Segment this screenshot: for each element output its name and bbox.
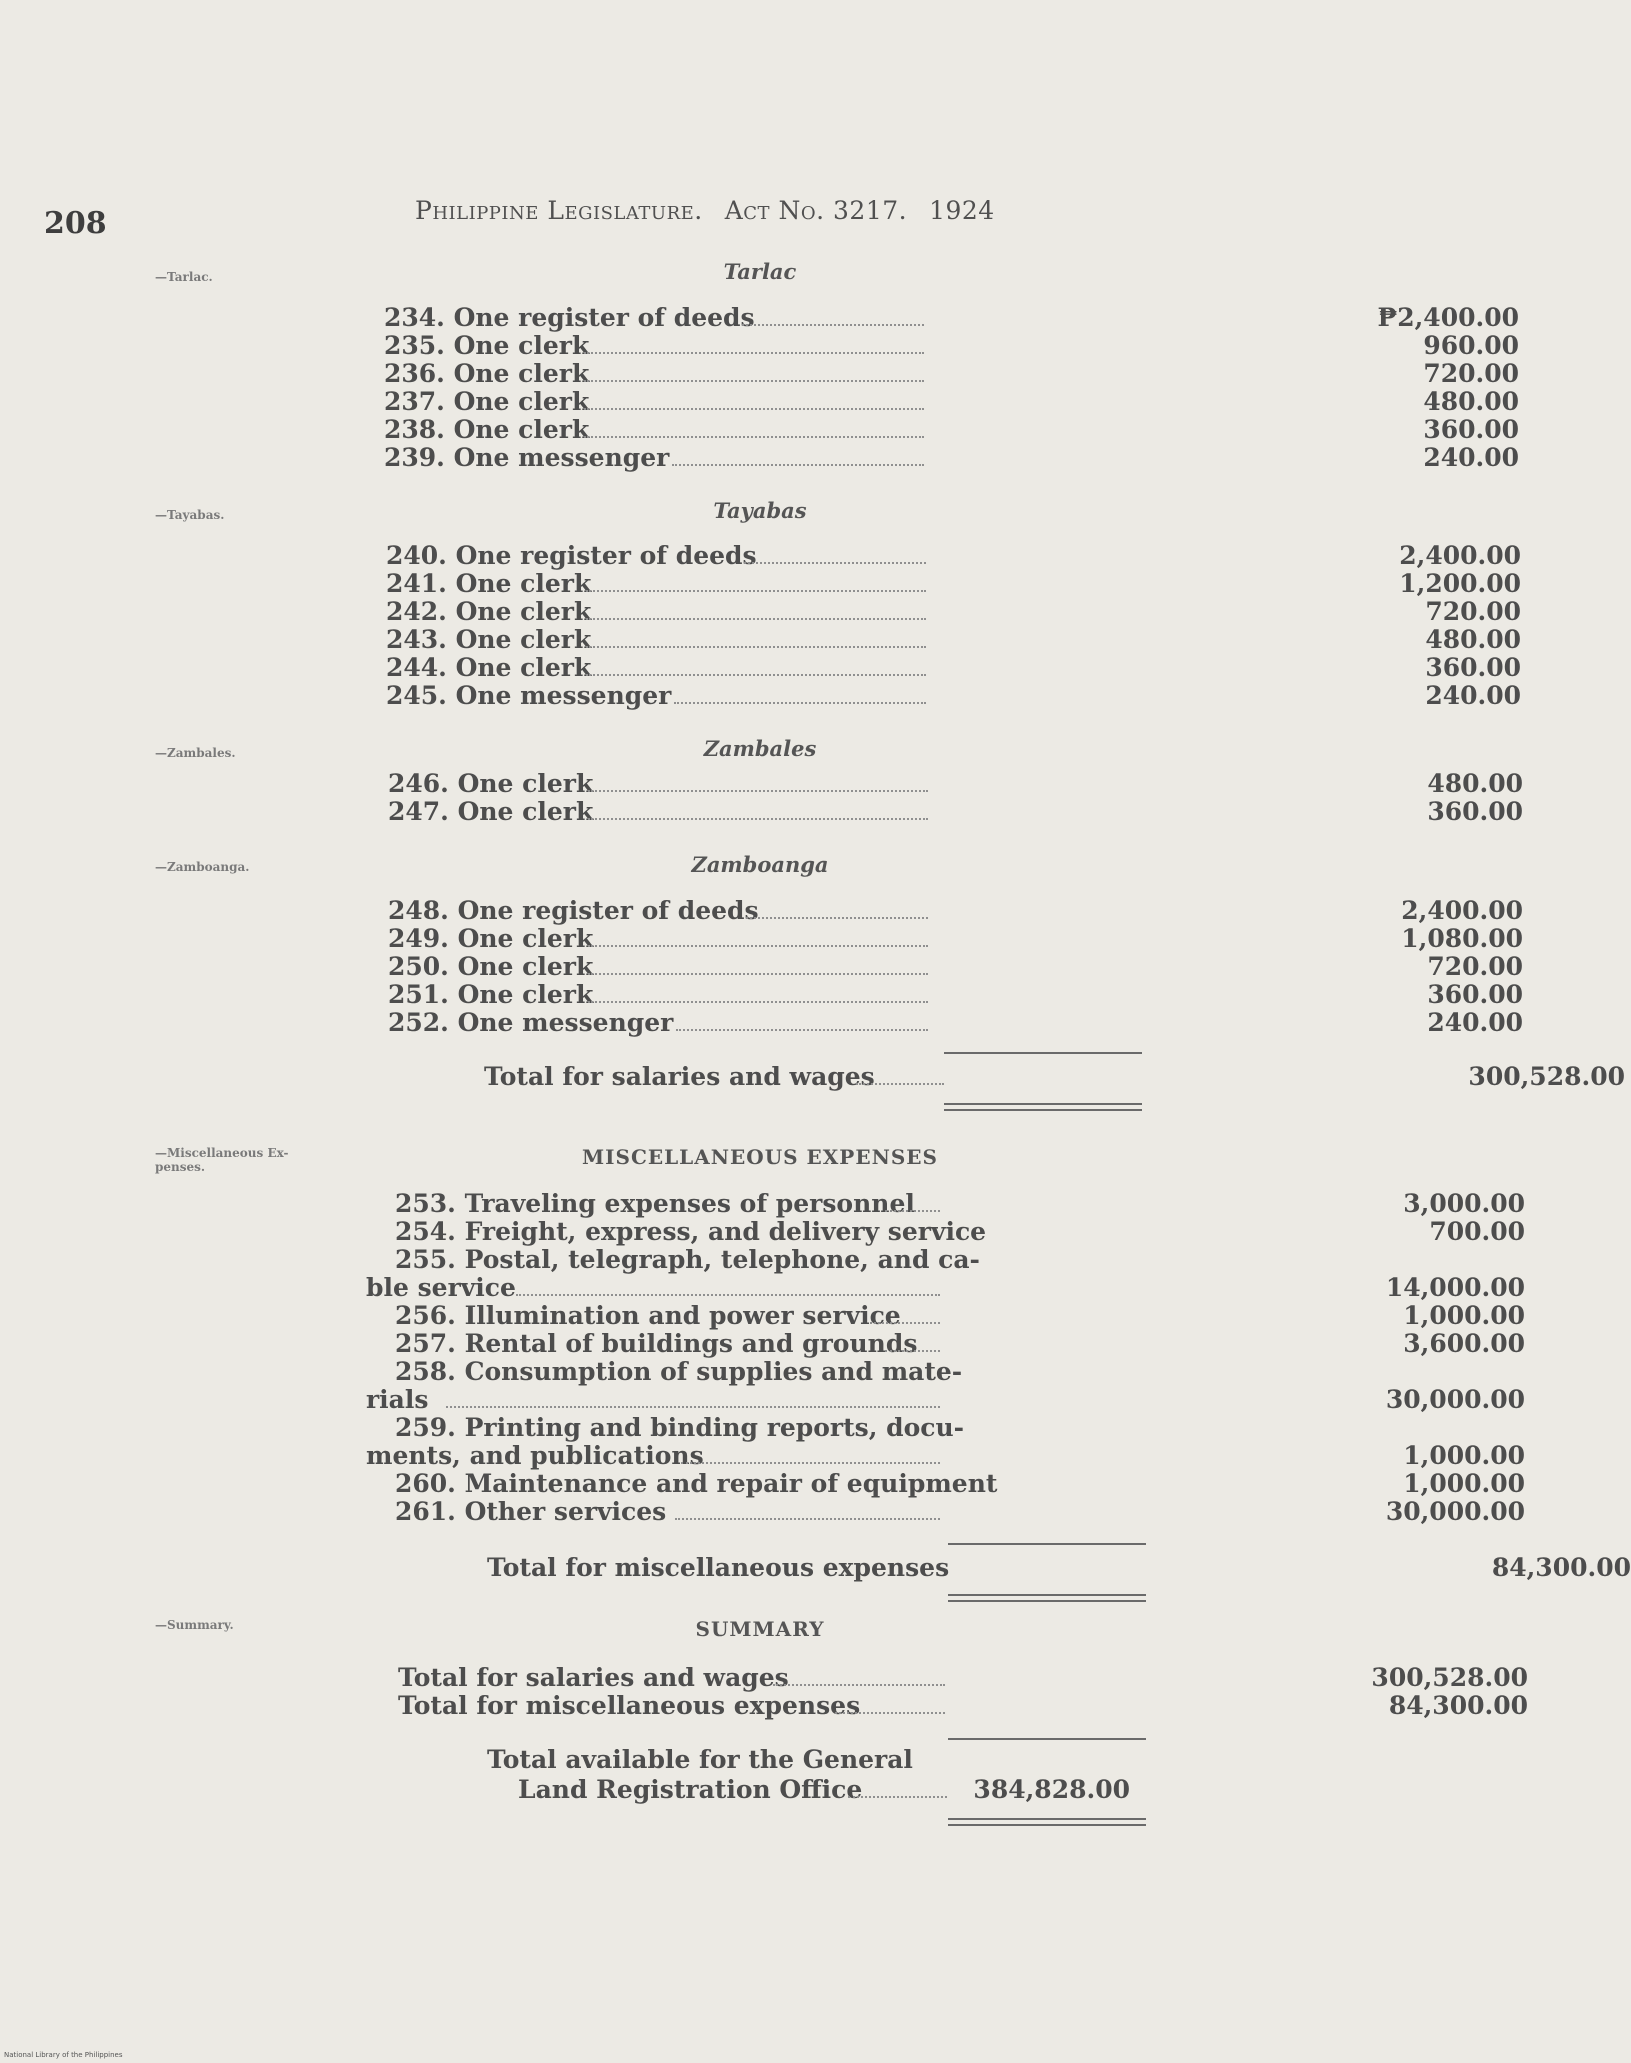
section-title-summary: SUMMARY [695, 1617, 825, 1641]
margin-note-zamboanga: —Zamboanga. [155, 860, 250, 874]
subtotal-rule [944, 1052, 1142, 1054]
subtotal-rule [948, 1738, 1146, 1740]
document-page: 208 Philippine Legislature. Act No. 3217. 1924 —Tarlac. Tarlac 234. One register of deeds ₱2,400.00 235. One clerk 960.00 236. One clerk 720.00 237. One clerk 480.00 238. One clerk 360.00 239. One messenger 240.00 —Tayabas. Tayabas 240. One register of deeds 2,400.00 241. One clerk 1,200.00 242. One clerk 720.00 243. One clerk 480.00 244. One clerk 360.00 245. One messenger 240.00 —Zambales. Zambales 246. One clerk 480.00 247. One clerk 360.00 —Zamboanga. Zamboanga 248. One register of deeds 2,400.00 249. One clerk 1,080.00 250. One clerk 720.00 251. One clerk 360.00 252. One messenger 240.00 Total for salaries and wages 300,528.00 —Miscellaneous Ex- penses. MISCELLANEOUS EXPENSES 253. Traveling expenses of personnel 3,000.00 254. Freight, express, and delivery service 700.00 255. Postal, telegraph, telephone, and ca- ble service 14,000.00 256. Illumination and power service 1,000.00 257. Rental of buildings and grounds 3,600.00 258. Consumption of supplies and mate- rials 30,000.00 259. Printing and binding reports, docu- ments, and publications 1,000.00 260. Maintenance and repair of equipment 1,000.00 261. Other services 30,000.00 Total for miscellaneous expenses 84,300.00 —Summary. SUMMARY Total for salaries and wages 300,528.00 Total for miscellaneous expenses 84,300.00 Total available for the General Land Registration Office 384,828.00 National Library of the Philippines [4, 196, 1631, 2059]
section-title-tarlac: Tarlac [723, 259, 797, 284]
section-title-tayabas: Tayabas [713, 498, 807, 523]
section-title-zamboanga: Zamboanga [691, 852, 829, 877]
margin-note-zambales: —Zambales. [155, 746, 236, 760]
subtotal-rule [948, 1543, 1146, 1545]
running-head: Philippine Legislature. [415, 196, 703, 225]
margin-note-tarlac: —Tarlac. [155, 270, 213, 284]
total-double-rule [944, 1103, 1142, 1111]
grand-total-double-rule [948, 1818, 1146, 1826]
running-header [415, 196, 995, 225]
margin-note-misc: —Miscellaneous Ex- penses. [155, 1146, 289, 1174]
margin-note-tayabas: —Tayabas. [155, 508, 225, 522]
section-title-zambales: Zambales [703, 736, 817, 761]
header-year: 1924 [929, 196, 995, 225]
page-number: 208 [44, 206, 107, 241]
scan-footer: National Library of the Philippines [4, 2051, 123, 2059]
section-title-misc: MISCELLANEOUS EXPENSES [582, 1145, 938, 1169]
act-number: Act No. 3217. [724, 196, 908, 225]
margin-note-summary: —Summary. [155, 1618, 234, 1632]
total-double-rule [948, 1594, 1146, 1602]
